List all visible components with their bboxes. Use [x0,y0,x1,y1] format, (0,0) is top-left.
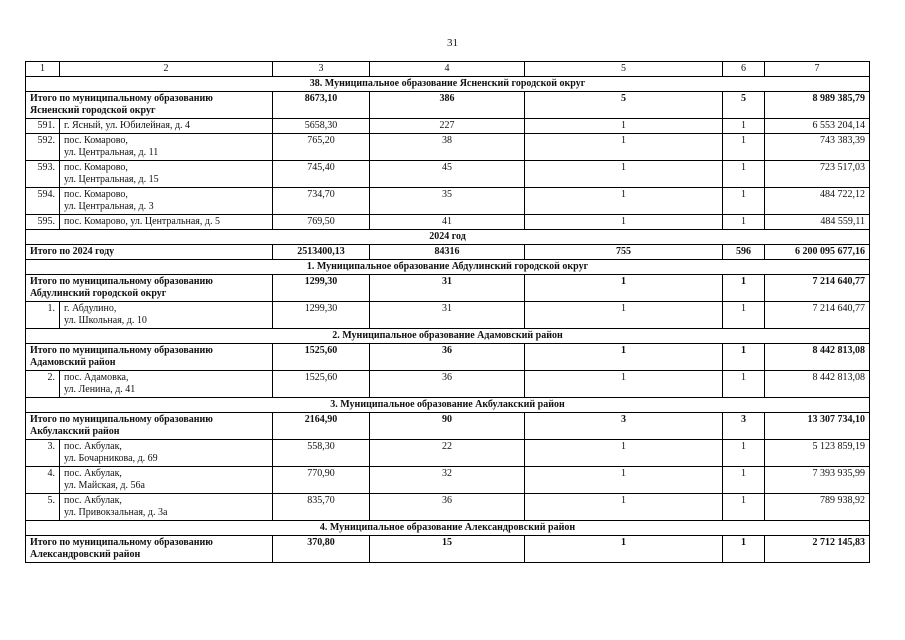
count-value: 5 [525,92,723,119]
address-cell [60,440,273,467]
text-line: пос. Адамовка, [64,372,129,383]
total-label [26,413,273,440]
row-number: 3. [26,440,60,467]
count-value: 1 [723,161,765,188]
text-line: Итого по муниципальному образованию [30,345,213,356]
table-row [26,134,870,161]
people-value: 36 [370,494,525,521]
count-value: 1 [723,440,765,467]
row-number: 2. [26,371,60,398]
table-row [26,467,870,494]
text-line: Адамовский район [30,357,116,368]
text-line: Итого по муниципальному образованию [30,414,213,425]
count-value: 1 [525,215,723,230]
area-value: 558,30 [273,440,370,467]
cost-value: 6 553 204,14 [765,119,870,134]
people-value: 38 [370,134,525,161]
row-number: 1. [26,302,60,329]
count-value: 1 [723,371,765,398]
section-title: 3. Муниципальное образование Акбулакский район [26,398,870,413]
page-number: 31 [447,37,458,49]
area-value: 2164,90 [273,413,370,440]
area-value: 1525,60 [273,371,370,398]
row-number: 5. [26,494,60,521]
address-cell [60,467,273,494]
total-row [26,536,870,563]
table-row [26,215,870,230]
cost-value: 743 383,39 [765,134,870,161]
area-value: 2513400,13 [273,245,370,260]
text-line: ул. Центральная, д. 15 [64,174,159,185]
area-value: 1299,30 [273,302,370,329]
column-number: 2 [60,62,273,77]
count-value: 1 [723,119,765,134]
column-number: 7 [765,62,870,77]
table-row [26,371,870,398]
count-value: 1 [525,494,723,521]
people-value: 45 [370,161,525,188]
row-number: 591. [26,119,60,134]
people-value: 41 [370,215,525,230]
area-value: 765,20 [273,134,370,161]
section-title-row [26,329,870,344]
count-value: 1 [723,494,765,521]
address-cell: пос. Комарово, ул. Центральная, д. 5 [60,215,273,230]
people-value: 84316 [370,245,525,260]
total-label [26,536,273,563]
column-number: 5 [525,62,723,77]
section-title-row [26,77,870,92]
table-row [26,161,870,188]
row-number: 592. [26,134,60,161]
count-value: 755 [525,245,723,260]
count-value: 1 [525,119,723,134]
cost-value: 8 442 813,08 [765,371,870,398]
table-row [26,440,870,467]
people-value: 36 [370,371,525,398]
area-value: 745,40 [273,161,370,188]
area-value: 769,50 [273,215,370,230]
count-value: 1 [525,302,723,329]
text-line: Итого по муниципальному образованию [30,537,213,548]
table-row [26,494,870,521]
table-row [26,302,870,329]
count-value: 1 [525,344,723,371]
count-value: 5 [723,92,765,119]
count-value: 1 [525,161,723,188]
section-title: 1. Муниципальное образование Абдулинский городской округ [26,260,870,275]
row-number: 4. [26,467,60,494]
text-line: Акбулакский район [30,426,120,437]
houses-table [25,61,870,563]
row-number: 594. [26,188,60,215]
column-number: 3 [273,62,370,77]
people-value: 31 [370,275,525,302]
area-value: 734,70 [273,188,370,215]
section-title-row [26,230,870,245]
text-line: Абдулинский городской округ [30,288,167,299]
people-value: 32 [370,467,525,494]
count-value: 1 [723,467,765,494]
text-line: пос. Комарово, [64,189,128,200]
cost-value: 6 200 095 677,16 [765,245,870,260]
address-cell [60,161,273,188]
count-value: 1 [525,188,723,215]
total-label: Итого по 2024 году [26,245,273,260]
count-value: 1 [525,536,723,563]
address-cell [60,494,273,521]
area-value: 1525,60 [273,344,370,371]
total-row [26,245,870,260]
people-value: 35 [370,188,525,215]
count-value: 1 [723,188,765,215]
section-title-row [26,521,870,536]
people-value: 227 [370,119,525,134]
address-cell [60,371,273,398]
count-value: 1 [723,275,765,302]
area-value: 770,90 [273,467,370,494]
total-row [26,344,870,371]
text-line: ул. Привокзальная, д. 3а [64,507,168,518]
text-line: ул. Майская, д. 56а [64,480,145,491]
column-number: 1 [26,62,60,77]
text-line: г. Абдулино, [64,303,117,314]
total-label [26,344,273,371]
count-value: 596 [723,245,765,260]
column-number: 4 [370,62,525,77]
address-cell [60,188,273,215]
count-value: 1 [525,275,723,302]
column-number: 6 [723,62,765,77]
text-line: ул. Центральная, д. 11 [64,147,159,158]
people-value: 36 [370,344,525,371]
table-row [26,188,870,215]
area-value: 8673,10 [273,92,370,119]
count-value: 3 [525,413,723,440]
total-row [26,92,870,119]
total-row [26,275,870,302]
houses-table-body [26,62,870,563]
count-value: 1 [525,467,723,494]
row-number: 595. [26,215,60,230]
people-value: 15 [370,536,525,563]
cost-value: 7 214 640,77 [765,302,870,329]
cost-value: 723 517,03 [765,161,870,188]
count-value: 1 [723,134,765,161]
cost-value: 5 123 859,19 [765,440,870,467]
total-label [26,92,273,119]
text-line: ул. Бочарникова, д. 69 [64,453,158,464]
people-value: 22 [370,440,525,467]
count-value: 1 [723,302,765,329]
cost-value: 7 393 935,99 [765,467,870,494]
text-line: пос. Комарово, [64,162,128,173]
count-value: 1 [525,134,723,161]
cost-value: 789 938,92 [765,494,870,521]
text-line: Александровский район [30,549,141,560]
section-title: 2024 год [26,230,870,245]
text-line: пос. Акбулак, [64,468,122,479]
table-row [26,119,870,134]
column-number-row [26,62,870,77]
total-label [26,275,273,302]
section-title-row [26,398,870,413]
section-title: 4. Муниципальное образование Александровский район [26,521,870,536]
count-value: 1 [525,440,723,467]
text-line: пос. Акбулак, [64,441,122,452]
count-value: 3 [723,413,765,440]
people-value: 90 [370,413,525,440]
cost-value: 7 214 640,77 [765,275,870,302]
text-line: ул. Центральная, д. 3 [64,201,154,212]
row-number: 593. [26,161,60,188]
address-cell: г. Ясный, ул. Юбилейная, д. 4 [60,119,273,134]
area-value: 835,70 [273,494,370,521]
cost-value: 13 307 734,10 [765,413,870,440]
cost-value: 484 722,12 [765,188,870,215]
count-value: 1 [723,215,765,230]
total-row [26,413,870,440]
count-value: 1 [723,344,765,371]
people-value: 31 [370,302,525,329]
area-value: 370,80 [273,536,370,563]
text-line: Итого по муниципальному образованию [30,93,213,104]
cost-value: 2 712 145,83 [765,536,870,563]
section-title-row [26,260,870,275]
section-title: 38. Муниципальное образование Ясненский городской округ [26,77,870,92]
text-line: пос. Комарово, [64,135,128,146]
text-line: ул. Ленина, д. 41 [64,384,136,395]
cost-value: 8 989 385,79 [765,92,870,119]
cost-value: 8 442 813,08 [765,344,870,371]
text-line: пос. Акбулак, [64,495,122,506]
address-cell [60,302,273,329]
cost-value: 484 559,11 [765,215,870,230]
count-value: 1 [525,371,723,398]
area-value: 5658,30 [273,119,370,134]
area-value: 1299,30 [273,275,370,302]
text-line: Итого по муниципальному образованию [30,276,213,287]
address-cell [60,134,273,161]
text-line: ул. Школьная, д. 10 [64,315,147,326]
count-value: 1 [723,536,765,563]
people-value: 386 [370,92,525,119]
section-title: 2. Муниципальное образование Адамовский район [26,329,870,344]
text-line: Ясненский городской округ [30,105,156,116]
